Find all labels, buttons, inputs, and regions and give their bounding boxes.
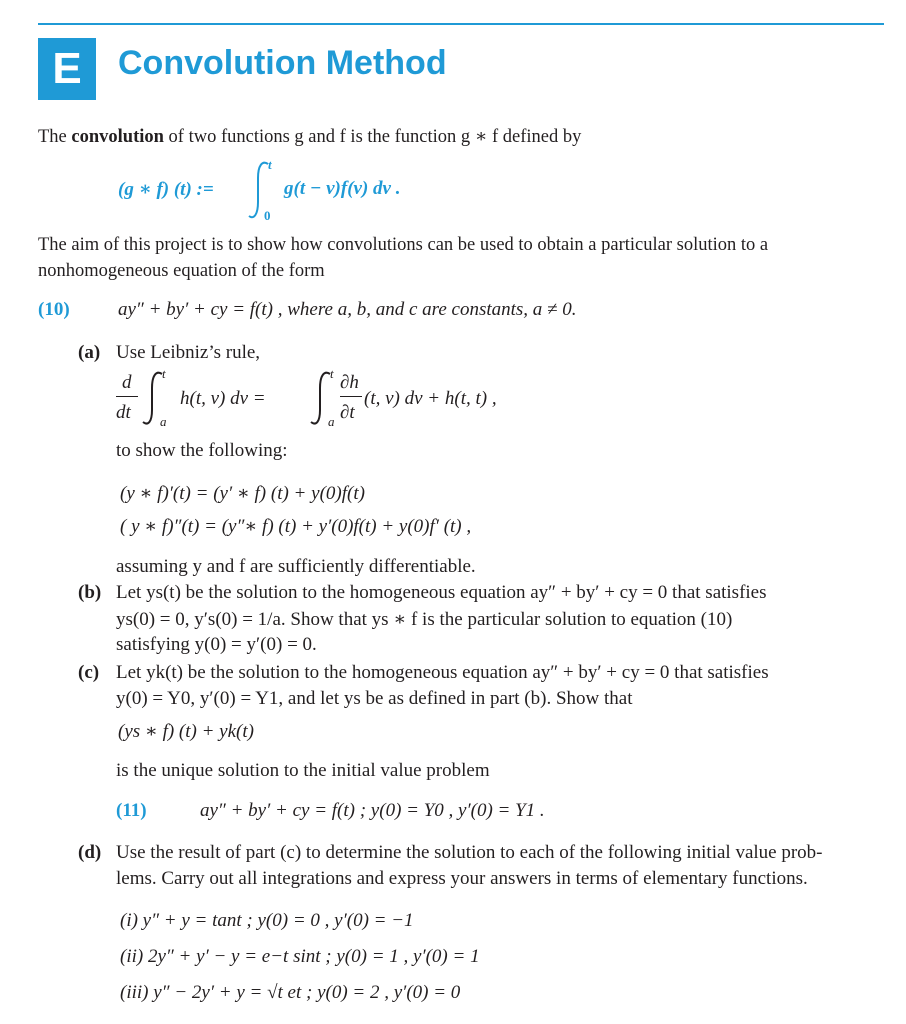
definition-lhs: (g ∗ f) (t) :=	[118, 179, 214, 200]
part-d-item-i: (i) y″ + y = tant ; y(0) = 0 , y′(0) = −1	[120, 910, 414, 931]
part-d-line2: lems. Carry out all integrations and express your answers in terms of elementary functions.	[116, 868, 808, 889]
intro-paragraph	[38, 124, 884, 150]
part-a-assume: assuming y and f are sufficiently differentiable.	[116, 556, 476, 577]
leibniz-lower-1: a	[160, 414, 167, 429]
leibniz-fraction-bar	[116, 396, 138, 397]
part-a-intro: Use Leibniz’s rule,	[116, 342, 261, 363]
part-a-eq1: (y ∗ f)′(t) = (y′ ∗ f) (t) + y(0)f(t)	[120, 483, 365, 504]
eq10-text: ay″ + by′ + cy = f(t) , where a, b, and c are constants, a ≠ 0.	[118, 299, 577, 320]
part-d-item-iii: (iii) y″ − 2y′ + y = √t et ; y(0) = 2 , y′(0) = 0	[120, 982, 461, 1003]
leibniz-d: d	[122, 372, 132, 393]
leibniz-lower-2: a	[328, 414, 335, 429]
eq10-label: (10)	[38, 299, 70, 320]
definition-integrand: g(t − v)f(v) dv .	[284, 178, 401, 199]
definition-lower: 0	[264, 208, 271, 223]
part-c-line2: y(0) = Y0, y′(0) = Y1, and let ys be as defined in part (b). Show that	[116, 688, 633, 709]
part-c-line4: is the unique solution to the initial value problem	[116, 760, 490, 781]
leibniz-dh: ∂h	[340, 372, 359, 393]
section-title: Convolution Method	[118, 44, 447, 82]
leibniz-upper-1: t	[162, 366, 166, 381]
part-a-label: (a)	[78, 342, 101, 363]
part-b-line2: ys(0) = 0, y′s(0) = 1/a. Show that ys ∗ f is the particular solution to equation (10)	[116, 609, 733, 630]
aim-paragraph: The aim of this project is to show how convolutions can be used to obtain a particular solution to a nonhomogeneous equation of the form	[38, 235, 769, 281]
leibniz-rhs: (t, v) dv + h(t, t) ,	[364, 388, 497, 409]
leibniz-fraction-bar-2	[340, 396, 362, 397]
leibniz-dt: dt	[116, 402, 131, 423]
leibniz-dt2: ∂t	[340, 402, 355, 423]
intro-before: The	[38, 127, 72, 147]
part-b-label: (b)	[78, 582, 102, 603]
part-d-line1: Use the result of part (c) to determine the solution to each of the following initial value prob-	[116, 842, 823, 863]
part-c-line1: Let yk(t) be the solution to the homogeneous equation ay″ + by′ + cy = 0 that satisfies	[116, 662, 769, 683]
eq11-label: (11)	[116, 800, 147, 821]
part-b-line1: Let ys(t) be the solution to the homogeneous equation ay″ + by′ + cy = 0 that satisfies	[116, 582, 767, 603]
top-rule	[38, 23, 884, 25]
section-badge: E	[38, 38, 96, 100]
part-a-eq2: ( y ∗ f)″(t) = (y″∗ f) (t) + y′(0)f(t) + y(0)f′ (t) ,	[120, 516, 472, 537]
part-b-line3: satisfying y(0) = y′(0) = 0.	[116, 634, 317, 655]
intro-after: of two functions g and f is the function g ∗ f defined by	[163, 127, 582, 147]
part-c-label: (c)	[78, 662, 100, 683]
intro-term: convolution	[71, 127, 164, 147]
leibniz-upper-2: t	[330, 366, 334, 381]
part-c-line3: (ys ∗ f) (t) + yk(t)	[118, 721, 254, 742]
part-a-show: to show the following:	[116, 440, 288, 461]
eq11-text: ay″ + by′ + cy = f(t) ; y(0) = Y0 , y′(0) = Y1 .	[200, 800, 545, 821]
part-d-label: (d)	[78, 842, 102, 863]
part-d-item-ii: (ii) 2y″ + y′ − y = e−t sint ; y(0) = 1 , y′(0) = 1	[120, 946, 480, 967]
leibniz-lhs: h(t, v) dv =	[180, 388, 266, 409]
definition-upper: t	[268, 157, 272, 172]
